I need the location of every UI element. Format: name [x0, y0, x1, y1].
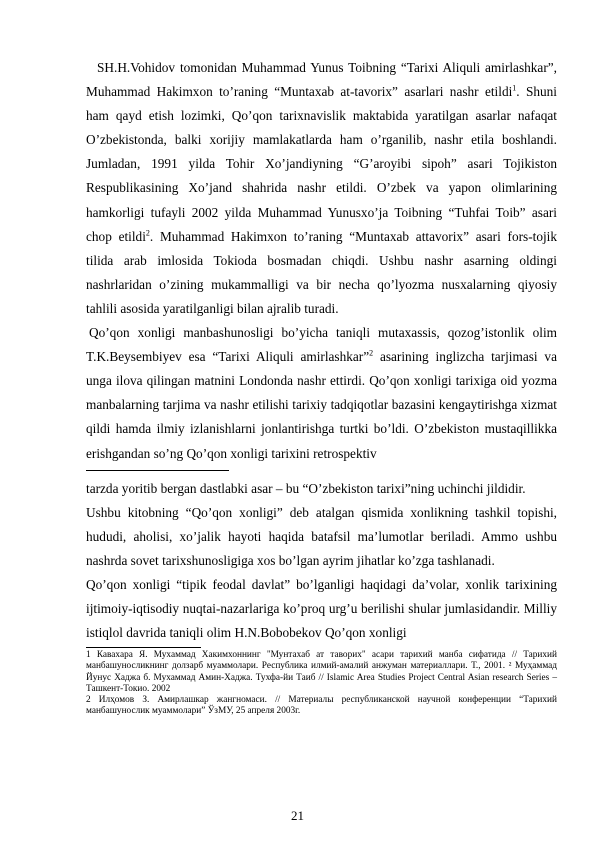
footnote-ref-3: 2: [369, 348, 374, 358]
paragraph-4: Ushbu kitobning “Qo’qon xonligi” deb atalgan qismida xonlikning tashkil topishi, hududi, aholisi, xo’jalik hayoti haqida batafsil ma’lumotlar beriladi. Ammo ushbu nashrda sovet tarixshunosligiga xos bo’lgan ayrim jihatlar ko’zga tashlanadi.: [86, 504, 557, 568]
document-page: [86, 56, 557, 717]
paragraph-2: [86, 321, 557, 466]
paragraph-1-text-c: . Muhammad Hakimxon to’raning “Muntaxab attavorix” asari fors-tojik tilida arab imlosida Tokioda bosmadan chiqdi. Ushbu nashr asarning oldingi nashrlaridan o’zining mukammalligi va bir necha qo’lyozma nusxalarning qiyosiy tahlili asosida yaratilganligi bilan ajralib turadi.: [86, 228, 558, 316]
paragraph-1: [86, 56, 557, 321]
paragraph-1-text-a: SH.H.Vohidov tomonidan Muhammad Yunus Toibning “Tarixi Aliquli amirlashkar”, Muhammad Hakimxon to’raning “Muntaxab at-tavorix” asarlari nashr etildi: [86, 60, 557, 100]
section-divider: [86, 470, 229, 471]
footnote-ref-1: 1: [512, 83, 517, 93]
footnote-divider: [86, 647, 201, 648]
paragraph-2-text-a: Qo’qon xonligi manbashunosligi bo’yicha taniqli mutaxassis, qozog’istonlik olim T.K.Beysembiyev esa “Tarixi Aliquli amirlashkar”: [86, 325, 557, 365]
paragraph-2-text-b: asarining inglizcha tarjimasi va unga ilova qilingan matnini Londonda nashr ettirdi. Qo’qon xonligi tarixiga oid yozma manbalarning tarjima va nashr etilishi tarixiy tadqiqotlar bazasini kengaytirishga xizmat qildi hamda ilmiy izlanishlarni jonlantirishga turtki bo’ldi. O’zbekiston mustaqillikka erishgandan so’ng Qo’qon xonligi tarixini retrospektiv: [86, 349, 557, 461]
paragraph-1-text-b: . Shuni ham qayd etish lozimki, Qo’qon tarixnavislik maktabida yaratilgan asarlar nafaqat O’zbekistonda, balki xorijiy mamlakatlarda ham o’rganilib, nashr etila boshlandi. Jumladan, 1991 yilda Tohir Xo’jandiyning “G’aroyibi sipoh” asari Tojikiston Respublikasining Xo’jand shahrida nashr etildi. O’zbek va yapon olimlarining hamkorligi tufayli 2002 yilda Muhammad Yunusxo’ja Toibning “Tuhfai Toib” asari chop etildi: [86, 84, 557, 244]
page-number: 21: [291, 808, 304, 823]
paragraph-3: tarzda yoritib bergan dastlabki asar – bu “O’zbekiston tarixi”ning uchinchi jildidir.: [86, 480, 526, 496]
footnote-2: 2 Илҳомов З. Амирлашкар жангномаси. // Материалы республиканской научной конференции “Тарихий манбашунослик муаммолари” ЎзМУ, 25 апреля 2003г.: [86, 695, 557, 717]
paragraph-5: Qo’qon xonligi “tipik feodal davlat” bo’lganligi haqidagi da’volar, xonlik tarixining ijtimoiy-iqtisodiy nuqtai-nazarlariga ko’proq urg’u berilishi shular jumlasidandir. Milliy istiqlol davrida taniqli olim H.N.Bobobekov Qo’qon xonligi: [86, 576, 557, 641]
footnote-ref-2: 2: [145, 228, 150, 238]
footnote-1: 1 Кавахара Я. Мухаммад Хакимхоннинг "Мунтахаб ат таворих" асари тарихий манба сифатида // Тарихий манбашуносликнинг долзарб муаммолари. Республика илмий-амалий анжуман материаллари. Т., 2001. ² Муҳаммад Йунус Хаджа б. Мухаммад Амин-Хаджа. Тухфа-йи Таиб // Islamic Area Studies Project Central Asian research Series –Ташкент-Токио. 2002: [86, 650, 557, 694]
